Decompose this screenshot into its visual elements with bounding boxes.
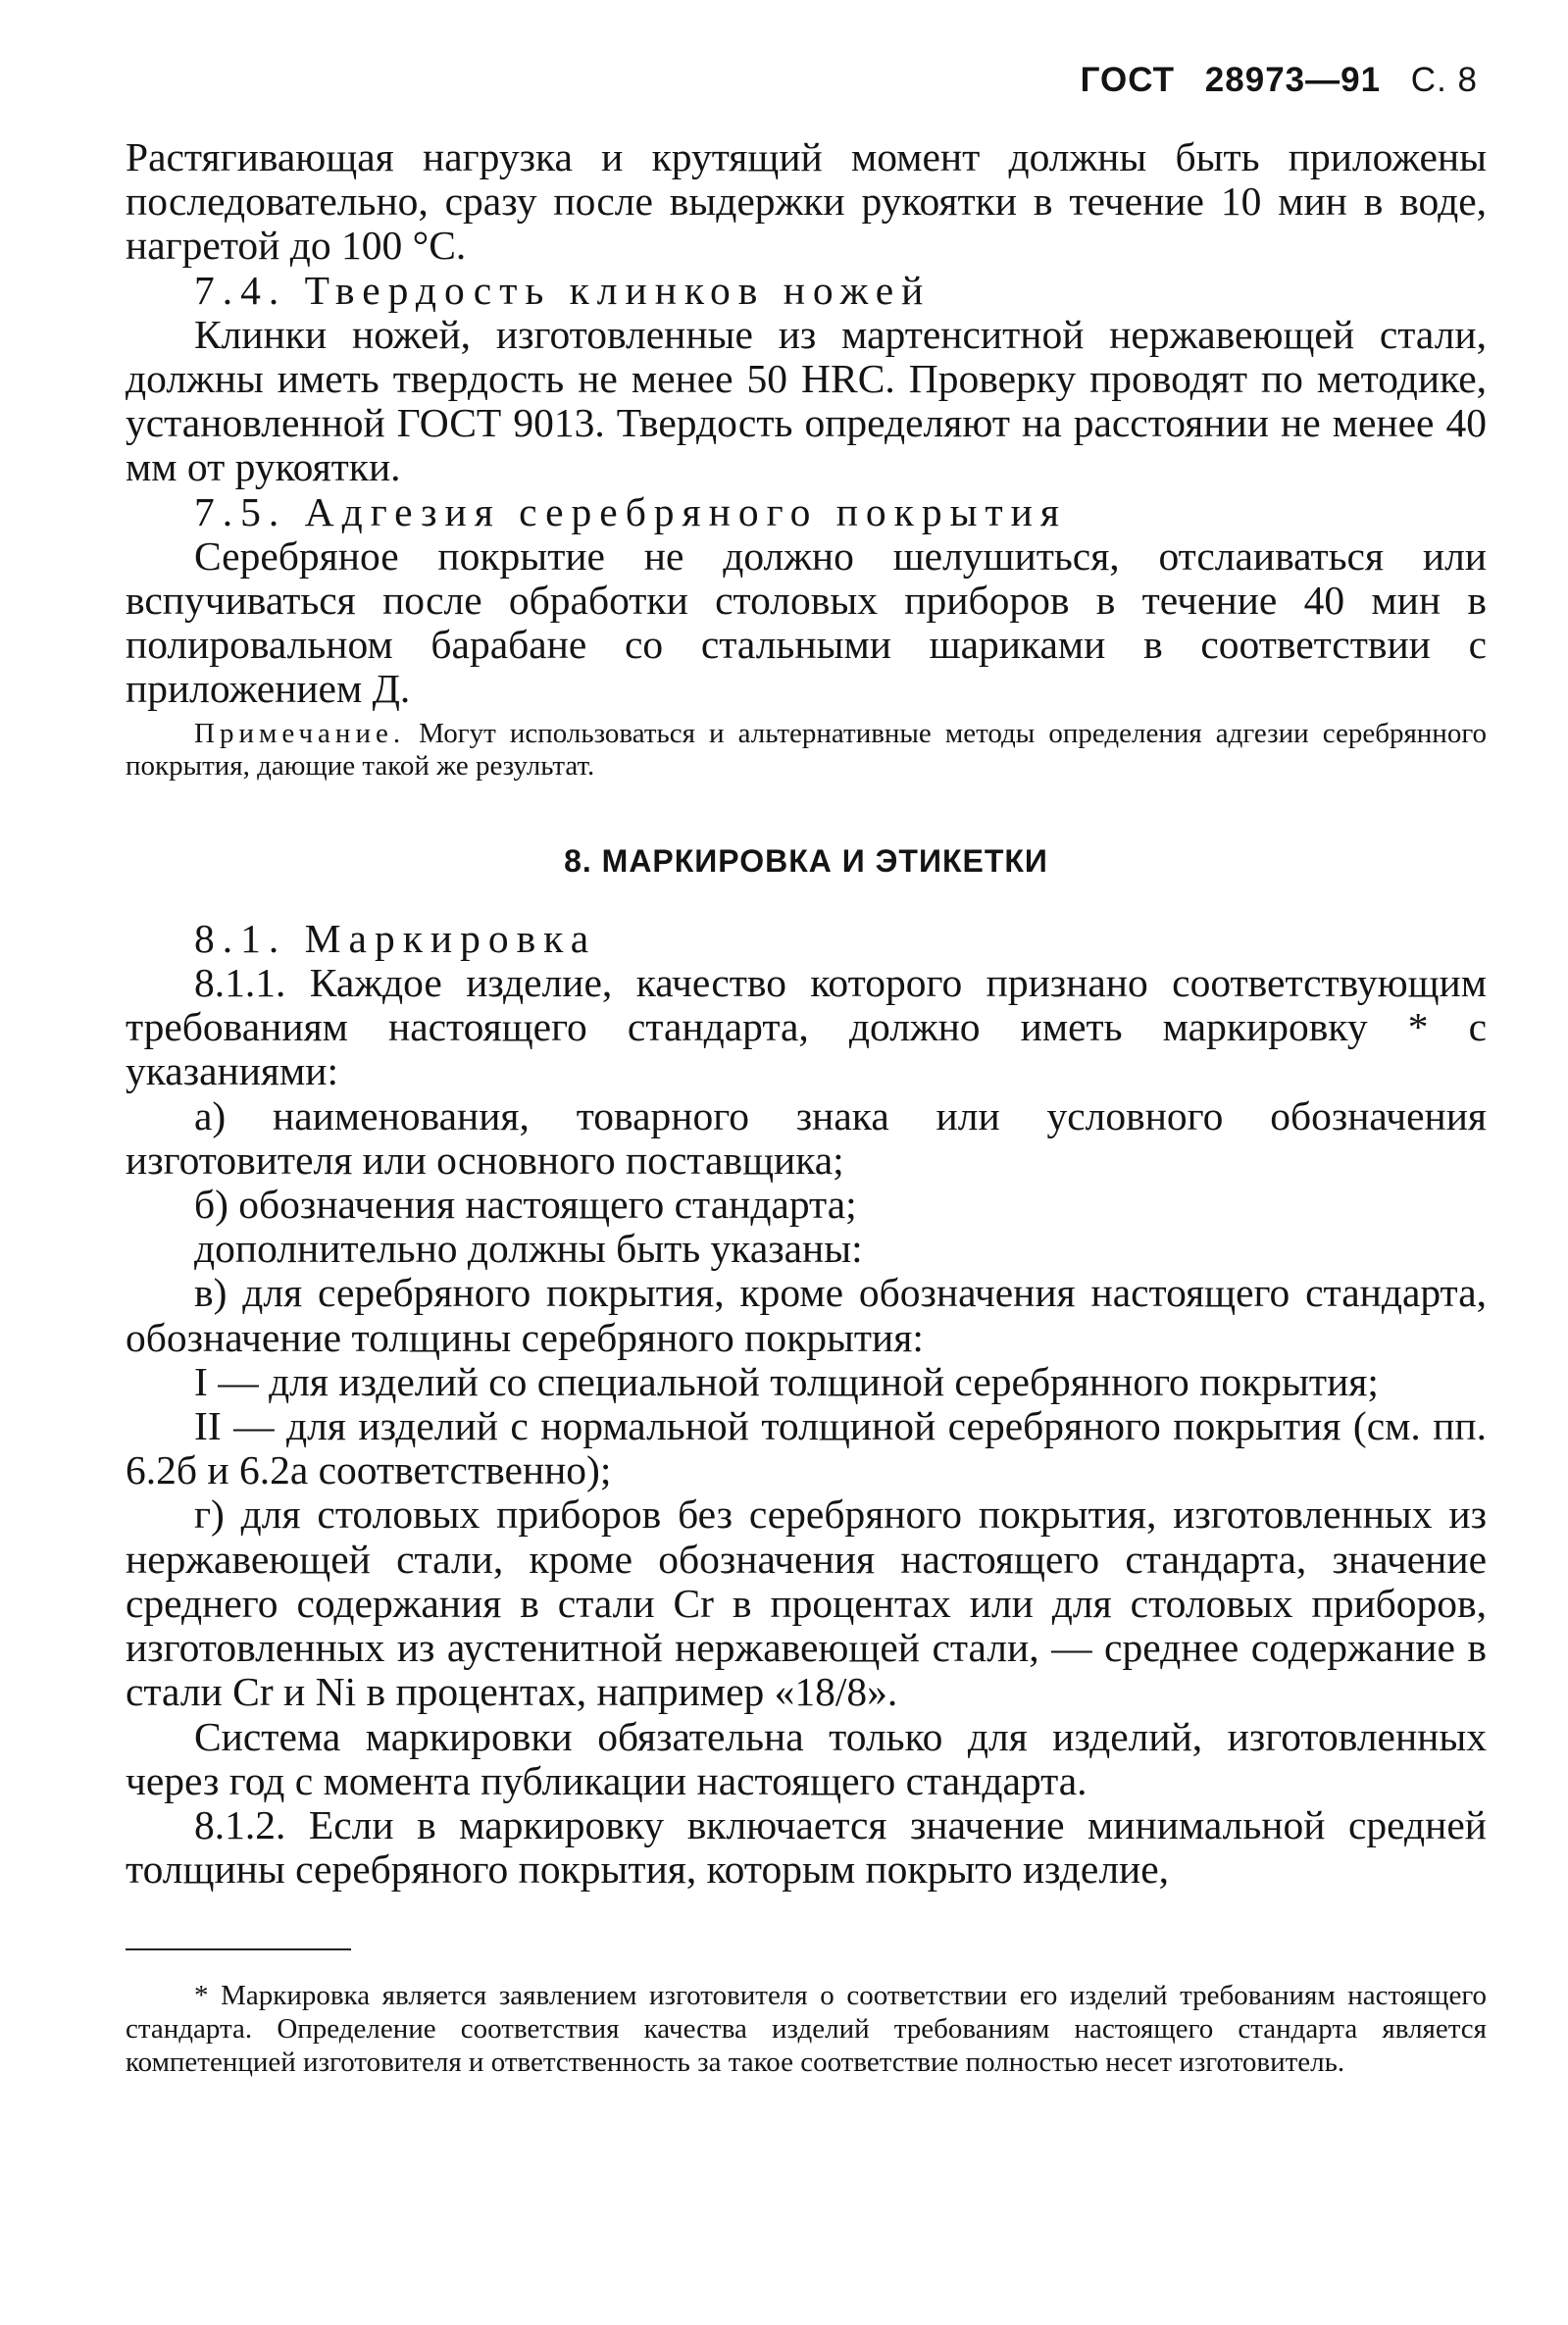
paragraph-additional: дополнительно должны быть указаны:	[194, 1226, 863, 1272]
list-item-v: в) для серебряного покрытия, кроме обозначения настоящего стандарта, обозначение толщины серебряного покрытия:	[126, 1270, 1487, 1360]
paragraph-system: Система маркировки обязательна только для изделий, изготовленных через год с момента публикации настоящего стандарта.	[126, 1713, 1487, 1803]
page-header	[1061, 61, 1478, 100]
paragraph-7-5: Серебряное покрытие не должно шелушиться, отслаиваться или вспучиваться после обработки столовых приборов в течение 40 мин в полировальном барабане со стальными шариками в соответствии с приложением Д.	[126, 532, 1487, 712]
paragraph-7-4: Клинки ножей, изготовленные из мартенситной нержавеющей стали, должны иметь твердость не менее 50 HRC. Проверку проводят по методике, установленной ГОСТ 9013. Твердость определяют на расстоянии не менее 40 мм от рукоятки.	[126, 311, 1487, 490]
heading-8-1: 8.1. Маркировка	[194, 915, 597, 961]
list-item-a: а) наименования, товарного знака или условного обозначения изготовителя или основного поставщика;	[126, 1092, 1487, 1183]
section-8-title: 8. МАРКИРОВКА И ЭТИКЕТКИ	[564, 842, 1048, 879]
heading-7-4: 7.4. Твердость клинков ножей	[194, 267, 932, 313]
list-item-b: б) обозначения настоящего стандарта;	[194, 1182, 857, 1228]
header-standard: ГОСТ	[1080, 61, 1176, 99]
header-number: 28973—91	[1204, 61, 1382, 99]
header-page-number: С. 8	[1410, 61, 1478, 99]
list-item-g: г) для столовых приборов без серебряного покрытия, изготовленных из нержавеющей стали, кроме обозначения настоящего стандарта, значение среднего содержания в стали Cr в процентах или для столовых приборов, изготовленных из аустенитной нержавеющей стали, — среднее содержание в стали Cr и Ni в процентах, например «18/8».	[126, 1491, 1487, 1715]
note-text: Могут использоваться и альтернативные методы определения адгезии серебрянного покрытия, дающие такой же результат.	[126, 717, 1487, 782]
list-item-II: II — для изделий с нормальной толщиной серебряного покрытия (см. пп. 6.2б и 6.2а соответственно);	[126, 1403, 1487, 1493]
note	[126, 718, 1487, 783]
footnote-rule	[126, 1948, 351, 1950]
note-label: Примечание.	[194, 717, 406, 749]
paragraph-8-1-2: 8.1.2. Если в маркировку включается значение минимальной средней толщины серебряного покрытия, которым покрыто изделие,	[126, 1801, 1487, 1893]
list-item-I: I — для изделий со специальной толщиной серебрянного покрытия;	[194, 1358, 1379, 1404]
paragraph-8-1-1: 8.1.1. Каждое изделие, качество которого признано соответствующим требованиям настоящего стандарта, должно иметь маркировку * с указаниями:	[126, 960, 1487, 1094]
paragraph-load: Растягивающая нагрузка и крутящий момент должны быть приложены последовательно, сразу после выдержки рукоятки в течение 10 мин в воде, нагретой до 100 °С.	[126, 134, 1487, 269]
body-text	[126, 135, 1487, 1892]
heading-7-5: 7.5. Адгезия серебряного покрытия	[194, 488, 1067, 534]
footnote: * Маркировка является заявлением изготовителя о соответствии его изделий требованиям настоящего стандарта. Определение соответствия качества изделий требованиям настоящего стандарта является компетенцией изготовителя и ответственность за такое соответствие полностью несет изготовитель.	[126, 1980, 1487, 2078]
